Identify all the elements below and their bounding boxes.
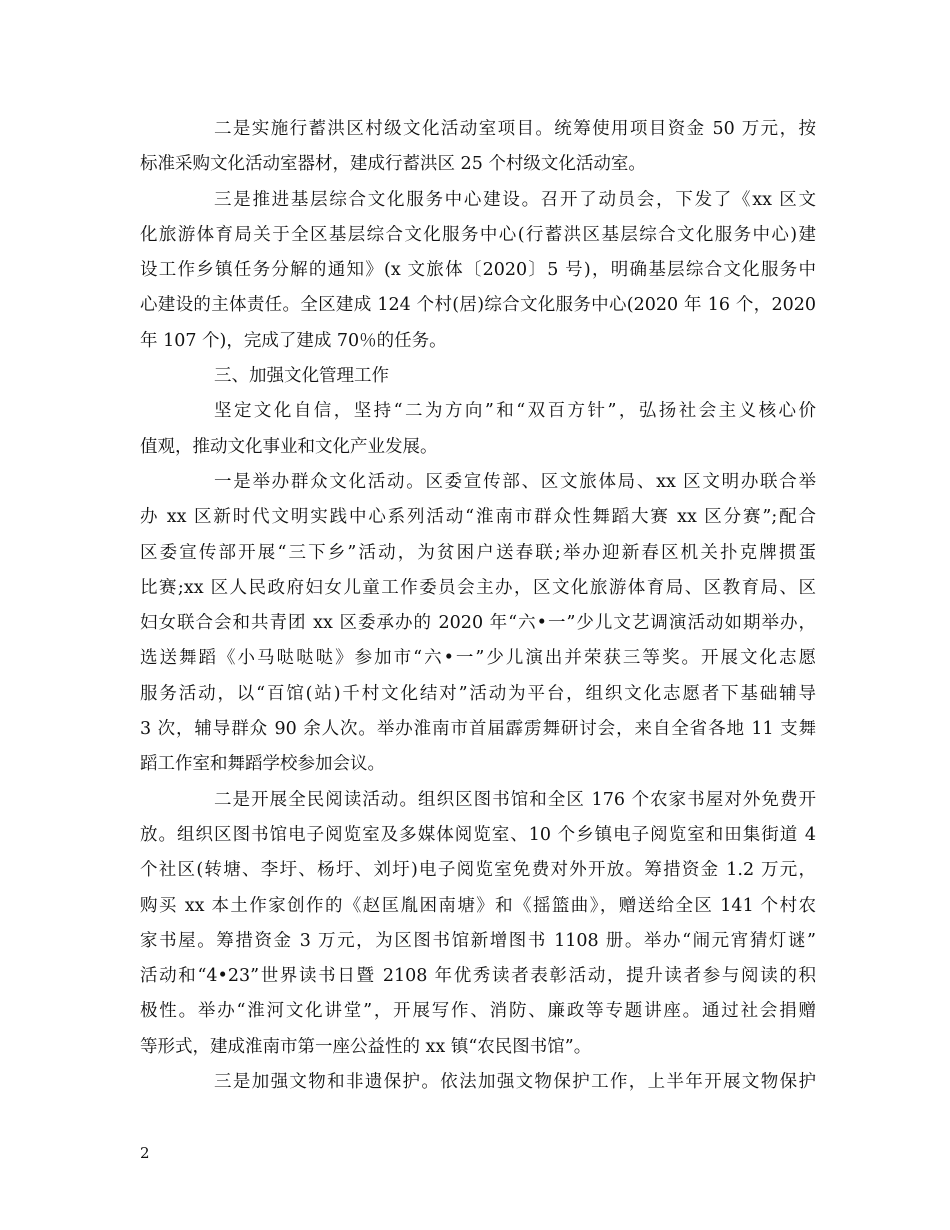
text-line: 三是加强文物和非遗保护。依法加强文物保护工作，上半年开展文物保护 bbox=[214, 1072, 816, 1093]
text-line: 个社区(转塘、李圩、杨圩、刘圩)电子阅览室免费对外开放。筹措资金 1.2 万元， bbox=[140, 860, 816, 881]
text-line: 服务活动，以“百馆(站)千村文化结对”活动为平台，组织文化志愿者下基础辅导 bbox=[140, 683, 816, 704]
text-line: 妇女联合会和共青团 xx 区委承办的 2020 年“六•一”少儿文艺调演活动如期举办， bbox=[140, 613, 816, 634]
text-line: 放。组织区图书馆电子阅览室及多媒体阅览室、10 个乡镇电子阅览室和田集街道 4 bbox=[140, 824, 816, 845]
text-line: 一是举办群众文化活动。区委宣传部、区文旅体局、xx 区文明办联合举 bbox=[214, 471, 816, 492]
text-line: 心建设的主体责任。全区建成 124 个村(居)综合文化服务中心(2020 年 16 个，2020 bbox=[140, 295, 816, 316]
section-heading: 三、加强文化管理工作 bbox=[214, 366, 389, 387]
text-line: 比赛;xx 区人民政府妇女儿童工作委员会主办，区文化旅游体育局、区教育局、区 bbox=[140, 577, 816, 598]
text-line: 办 xx 区新时代文明实践中心系列活动“淮南市群众性舞蹈大赛 xx 区分赛”;配合 bbox=[140, 507, 816, 528]
document-body bbox=[140, 112, 816, 1100]
text-line: 三是推进基层综合文化服务中心建设。召开了动员会，下发了《xx 区文 bbox=[214, 189, 816, 210]
text-line: 年 107 个)，完成了建成 70％的任务。 bbox=[140, 330, 447, 351]
text-line: 家书屋。筹措资金 3 万元，为区图书馆新增图书 1108 册。举办“闹元宵猜灯谜” bbox=[140, 930, 816, 951]
text-line: 标准采购文化活动室器材，建成行蓄洪区 25 个村级文化活动室。 bbox=[140, 154, 646, 175]
text-line: 选送舞蹈《小马哒哒哒》参加市“六•一”少儿演出并荣获三等奖。开展文化志愿 bbox=[140, 648, 816, 669]
text-line: 二是开展全民阅读活动。组织区图书馆和全区 176 个农家书屋对外免费开 bbox=[214, 789, 816, 810]
text-line: 值观，推动文化事业和文化产业发展。 bbox=[140, 436, 438, 457]
text-line: 区委宣传部开展“三下乡”活动，为贫困户送春联;举办迎新春区机关扑克牌掼蛋 bbox=[140, 542, 816, 563]
text-line: 设工作乡镇任务分解的通知》(x 文旅体〔2020〕5 号)，明确基层综合文化服务中 bbox=[140, 260, 816, 281]
text-line: 3 次，辅导群众 90 余人次。举办淮南市首届霹雳舞研讨会，来自全省各地 11 支舞 bbox=[140, 719, 816, 740]
text-line: 等形式，建成淮南市第一座公益性的 xx 镇“农民图书馆”。 bbox=[140, 1036, 592, 1057]
text-line: 化旅游体育局关于全区基层综合文化服务中心(行蓄洪区基层综合文化服务中心)建 bbox=[140, 224, 816, 245]
text-line: 活动和“4•23”世界读书日暨 2108 年优秀读者表彰活动，提升读者参与阅读的积 bbox=[140, 966, 816, 987]
text-line: 二是实施行蓄洪区村级文化活动室项目。统筹使用项目资金 50 万元，按 bbox=[214, 119, 816, 139]
text-line: 坚定文化自信，坚持“二为方向”和“双百方针”，弘扬社会主义核心价 bbox=[214, 401, 816, 422]
text-line: 购买 xx 本土作家创作的《赵匡胤困南塘》和《摇篮曲》，赠送给全区 141 个村农 bbox=[140, 895, 816, 916]
text-line: 极性。举办“淮河文化讲堂”，开展写作、消防、廉政等专题讲座。通过社会捐赠 bbox=[140, 1001, 816, 1022]
page-number: 2 bbox=[140, 1144, 150, 1162]
text-line: 蹈工作室和舞蹈学校参加会议。 bbox=[140, 754, 385, 775]
